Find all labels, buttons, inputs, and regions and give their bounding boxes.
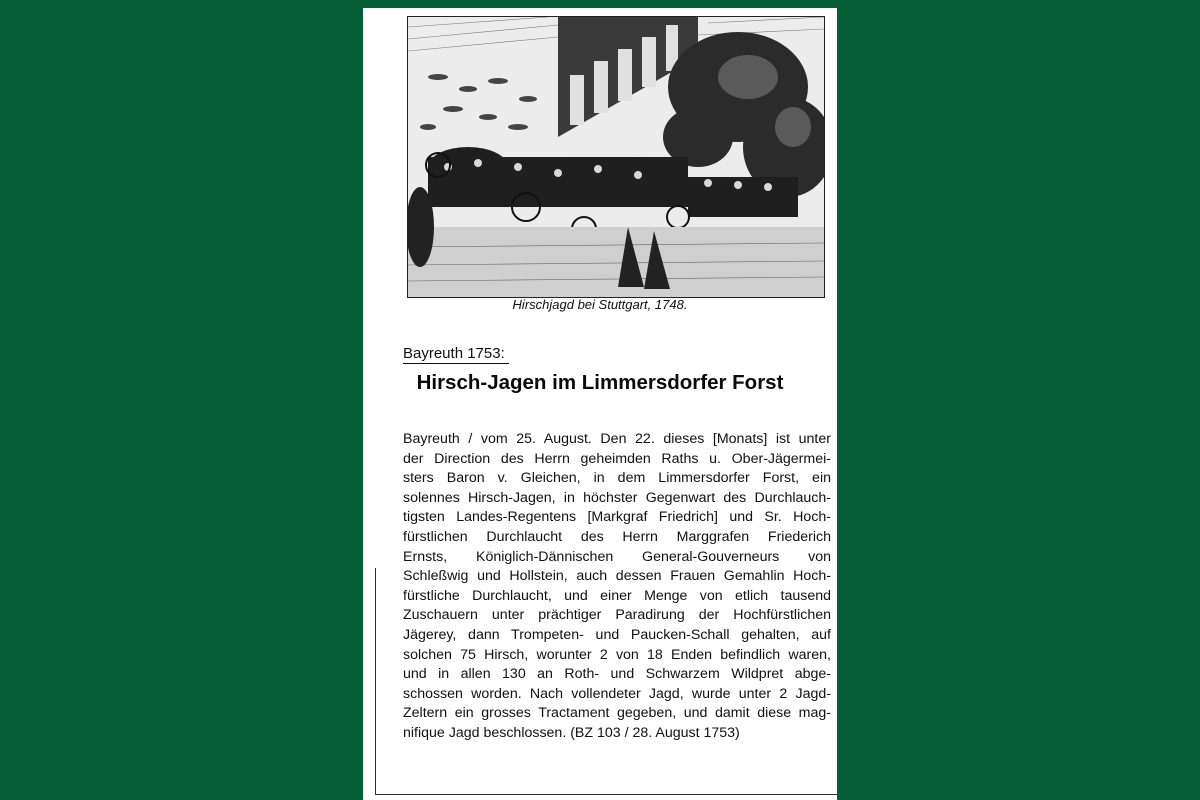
body-line: der Direction des Herrn geheimden Raths u. Ober-Jägermei- [403, 450, 831, 467]
location-date-kicker: Bayreuth 1753: [403, 345, 509, 364]
article-headline: Hirsch-Jagen im Limmersdorfer Forst [416, 371, 784, 394]
body-line: Bayreuth / vom 25. August. Den 22. dieses [Monats] ist unter [403, 431, 831, 447]
body-line: Zeltern ein grosses Tractament gegeben, und damit diese mag- [403, 705, 831, 722]
body-line: und in allen 130 an Roth- und Schwarzem Wildpret abge- [403, 666, 831, 683]
body-line: sters Baron v. Gleichen, in dem Limmersdorfer Forst, ein [403, 470, 831, 487]
body-line: fürstlichen Durchlaucht des Herrn Marggrafen Friederich [403, 528, 831, 545]
body-line: Zuschauern unter prächtiger Paradirung der Hochfürstlichen [403, 607, 831, 624]
image-caption: Hirschjagd bei Stuttgart, 1748. [512, 297, 688, 312]
body-line: Jägerey, dann Trompeten- und Paucken-Schall gehalten, auf [403, 626, 831, 643]
body-line: tigsten Landes-Regentens [Markgraf Friedrich] und Sr. Hoch- [403, 509, 831, 526]
body-line: schossen worden. Nach vollendeter Jagd, wurde unter 2 Jagd- [403, 685, 831, 702]
body-line: Schleßwig und Hollstein, auch dessen Frauen Gemahlin Hoch- [403, 568, 831, 585]
scanned-page [363, 8, 837, 800]
body-line: fürstliche Durchlaucht, und einer Menge von etlich tausend [403, 587, 831, 604]
hunt-engraving-image [407, 16, 825, 298]
article-body [403, 430, 831, 744]
frame-bottom-rule [375, 794, 837, 795]
body-line: solennes Hirsch-Jagen, in höchster Gegenwart des Durchlauch- [403, 489, 831, 506]
body-line: solchen 75 Hirsch, worunter 2 von 18 Enden befindlich waren, [403, 646, 831, 663]
body-line: nifique Jagd beschlossen. (BZ 103 / 28. August 1753) [403, 724, 740, 741]
body-line: Ernsts, Königlich-Dännischen General-Gouverneurs von [403, 548, 831, 565]
frame-left-rule [375, 568, 376, 794]
